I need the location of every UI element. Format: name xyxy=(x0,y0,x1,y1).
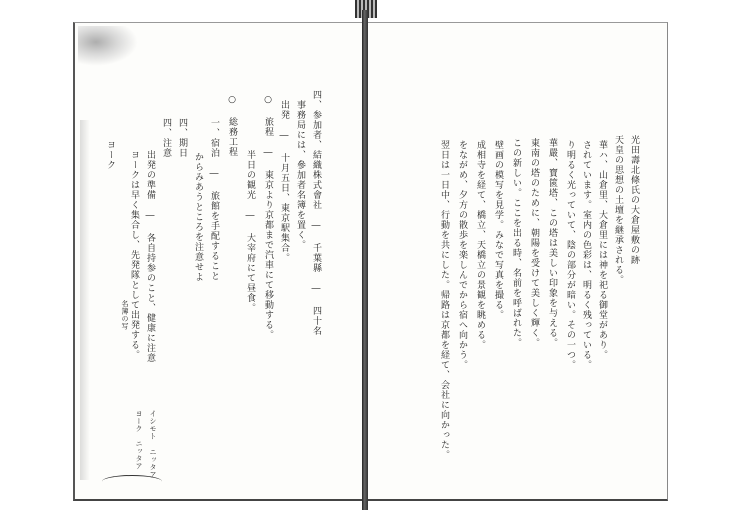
left-column-4: ○ 旅程 ― 東京より京都まで汽車にて移動する。 xyxy=(263,95,273,340)
scan-smudge xyxy=(78,26,138,66)
left-column-11: 出発の準備 ― 各自持参のこと、健康に注意 xyxy=(145,150,155,363)
handwritten-brace xyxy=(102,475,162,488)
left-column-12: ヨークは早く集合し、先発隊として出発する。 xyxy=(129,150,139,360)
handwritten-note-2: ヨーク ニッタア xyxy=(135,410,143,470)
left-column-8: からみあうところを注意せよ xyxy=(193,152,203,282)
right-column-6: 華嚴、寶篋塔、この塔は美しい印象を与える。 xyxy=(547,138,557,348)
book-gutter xyxy=(362,10,368,510)
right-column-3: 華ハ、山倉里、大倉里には神を祀る御堂があり。 xyxy=(597,140,607,360)
left-column-3: 出発 ― 十月五日、東京駅集合。 xyxy=(279,100,289,263)
right-column-11: をながめ、夕方の散歩を楽しんでから宿へ向かう。 xyxy=(457,140,467,370)
right-column-9: 壁画の模写を見学。みなで写真を撮る。 xyxy=(493,140,503,320)
right-column-7: 東南の塔のために、朝陽を受けて美しく輝く。 xyxy=(529,138,539,348)
left-column-9: 四、期日 xyxy=(177,118,187,158)
right-column-4: されています。室内の色彩は、明るく残っている。 xyxy=(581,140,591,370)
scan-shadow xyxy=(80,120,90,480)
right-column-5: り明るく光っていて、陰の部分が暗い。その一つ。 xyxy=(565,140,575,370)
left-column-10: 四、注意 xyxy=(161,118,171,158)
right-column-10: 成相寺を経て、橋立、天橋立の景観を眺める。 xyxy=(475,140,485,350)
left-column-7: 一、宿泊 ― 旅館を手配すること xyxy=(209,118,219,281)
left-column-2: 事務局には、參加者名簿を置く。 xyxy=(295,100,305,250)
right-column-2: 天皇の思想の土壇を継承される。 xyxy=(613,135,623,285)
right-column-8: この新しい。ここを出る時、名前を呼ばれた。 xyxy=(511,138,521,348)
left-column-5: 半日の観光 ― 大宰府にて昼食。 xyxy=(245,150,255,313)
handwritten-note-3: イシモト ニッタア xyxy=(149,410,157,479)
handwritten-note-1: 名簿の写 xyxy=(121,300,129,330)
left-column-6: ○ 総務工程 xyxy=(227,95,237,157)
left-page xyxy=(73,22,367,501)
left-column-1: 四、参加者、結織株式會社 ― 千葉縣 ― 四十名 xyxy=(311,90,321,336)
right-column-12: 翌日は一日中、行動を共にした。帰路は京都を経て、会社に向かった。 xyxy=(439,140,449,460)
right-column-1: 光田壽北條氏の大倉屋敷の跡 xyxy=(629,135,639,265)
left-column-13: ヨーク xyxy=(105,140,115,170)
